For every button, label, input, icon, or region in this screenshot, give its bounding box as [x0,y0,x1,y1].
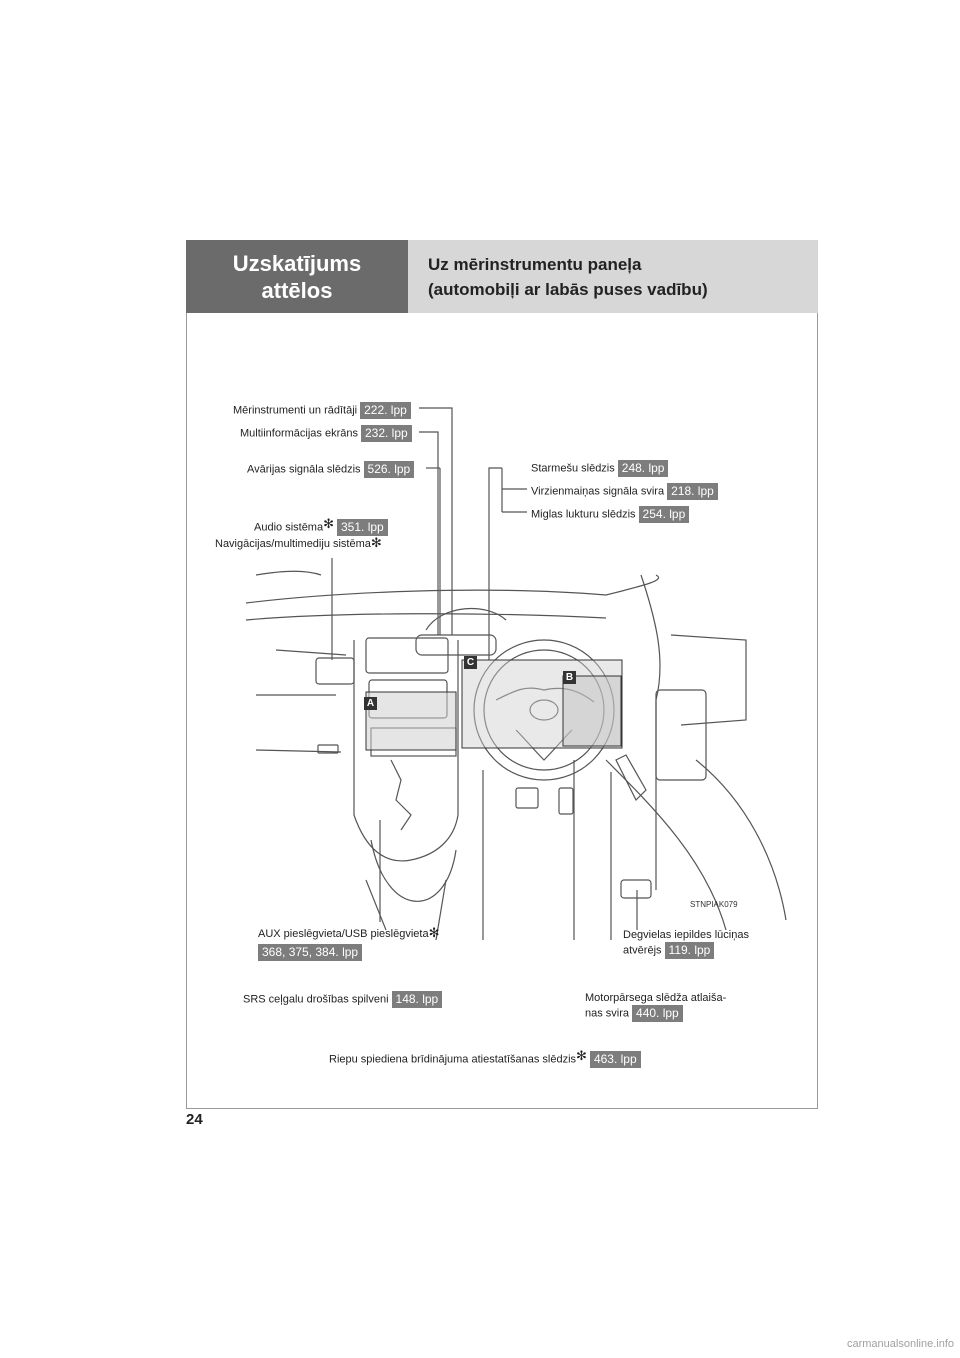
callout-srs-page[interactable]: 148. lpp [392,991,443,1008]
callout-gauges-label: Mērinstrumenti un rādītāji [233,404,358,417]
callout-headlights-page[interactable]: 248. lpp [618,460,669,477]
callout-audio [254,516,388,536]
callout-gauges-page[interactable]: 222. lpp [360,402,411,419]
callout-fog-lights-label: Miglas lukturu slēdzis [531,508,636,521]
letter-a: A [364,697,377,710]
callout-fog-lights-page[interactable]: 254. lpp [639,506,690,523]
watermark: carmanualsonline.info [846,1338,954,1350]
figure-code: STNPIAK079 [690,900,738,909]
asterisk-icon: ✻ [576,1048,587,1063]
callout-aux-usb [258,925,440,961]
callout-hood-page[interactable]: 440. lpp [632,1005,683,1022]
letter-c: C [464,656,477,669]
section-tab-line1: Uzskatījums [232,250,362,276]
page-number: 24 [186,1111,203,1128]
callout-hazard-page[interactable]: 526. lpp [364,461,415,478]
callout-tire-pressure-label: Riepu spiediena brīdinājuma atiestatīšanas slēdzis [329,1053,577,1066]
callout-fuel-door-page[interactable]: 119. lpp [665,942,715,959]
callout-headlights-label: Starmešu slēdzis [531,462,615,475]
callout-hazard [247,461,414,478]
callout-tire-pressure [329,1048,641,1068]
callout-audio-page[interactable]: 351. lpp [337,519,388,536]
callout-audio-label: Audio sistēma [254,521,324,534]
callout-hood [585,992,726,1022]
callout-headlights [531,460,668,477]
callout-tire-pressure-page[interactable]: 463. lpp [590,1051,641,1068]
asterisk-icon: ✻ [428,925,440,940]
callout-turn-signal [531,483,718,500]
callout-gauges [233,402,411,419]
callout-turn-signal-page[interactable]: 218. lpp [667,483,718,500]
callout-srs-label: SRS ceļgalu drošības spilveni [243,993,389,1006]
callout-multiinfo [240,425,412,442]
dashboard-illustration [186,240,818,940]
callout-hazard-label: Avārijas signāla slēdzis [247,463,361,476]
callout-aux-usb-page[interactable]: 368, 375, 384. lpp [258,944,362,961]
section-tab-line2: attēlos [261,277,333,303]
callout-fuel-door-line1: Degvielas iepildes lūciņas [623,929,749,941]
callout-hood-line1: Motorpārsega slēdža atlaiša- [585,992,727,1004]
callout-navigation [215,535,382,551]
callout-fog-lights [531,506,689,523]
callout-turn-signal-label: Virzienmaiņas signāla svira [531,485,665,498]
callout-srs [243,991,442,1008]
page-title-line1: Uz mērinstrumentu paneļa [428,254,642,274]
callout-multiinfo-page[interactable]: 232. lpp [361,425,412,442]
callout-navigation-label: Navigācijas/multimediju sistēma [215,538,371,550]
callout-aux-usb-label: AUX pieslēgvieta/USB pieslēgvieta [258,928,429,940]
callout-multiinfo-label: Multiinformācijas ekrāns [240,427,358,440]
asterisk-icon: ✻ [323,516,334,531]
page-title-line2: (automobiļi ar labās puses vadību) [428,279,708,299]
callout-fuel-door [623,929,749,959]
callout-hood-line2: nas svira [585,1007,630,1020]
asterisk-icon: ✻ [370,535,382,550]
callout-fuel-door-line2: atvērējs [623,944,662,957]
letter-b: B [563,671,576,684]
